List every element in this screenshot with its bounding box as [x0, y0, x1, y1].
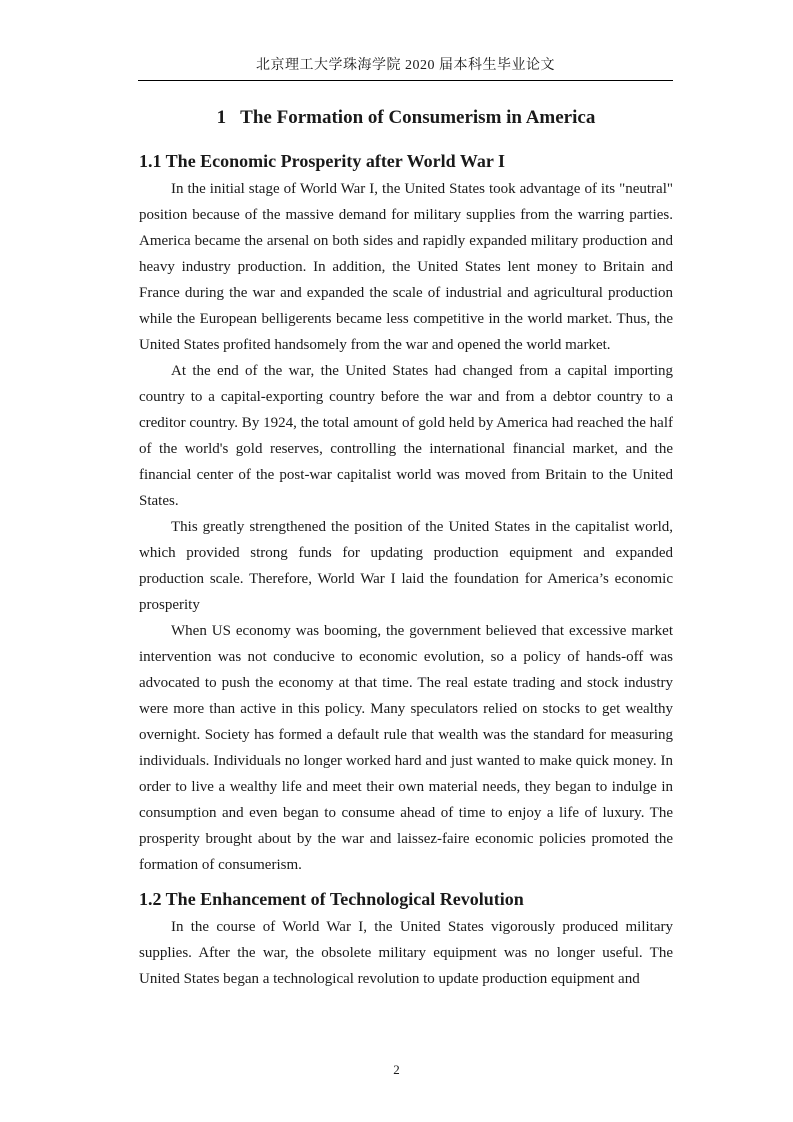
- chapter-number: 1: [216, 107, 227, 128]
- paragraph: In the initial stage of World War I, the United States took advantage of its "neutral" position because of the massive demand for military supplies from the warring parties. America became the arsenal on both sides and rapidly expanded military production and heavy industry production. In addition, the United States lent money to Britain and France during the war and expanded the scale of industrial and agricultural production while the European belligerents became less competitive in the world market. Thus, the United States profited handsomely from the war and opened the world market.: [139, 181, 673, 353]
- running-header: 北京理工大学珠海学院 2020 届本科生毕业论文: [256, 58, 555, 73]
- page-number: 2: [393, 1062, 400, 1077]
- paragraph: This greatly strengthened the position of the United States in the capitalist world, which provided strong funds for updating production equipment and expanded production scale. Therefore, World War I laid the foundation for America’s economic prosperity: [139, 519, 673, 613]
- page-body: [139, 102, 673, 992]
- paragraph: In the course of World War I, the United States vigorously produced military supplies. After the war, the obsolete military equipment was no longer useful. The United States began a technological revolution to update production equipment and: [139, 919, 673, 987]
- chapter-title: [139, 102, 673, 136]
- section-title: 1.1 The Economic Prosperity after World War I: [139, 151, 505, 171]
- paragraph: At the end of the war, the United States had changed from a capital importing country to a capital-exporting country before the war and from a debtor country to a creditor country. By 1924, the total amount of gold held by America had reached the half of the world's gold reserves, controlling the international financial market, and the financial center of the post-war capitalist world was moved from Britain to the United States.: [139, 363, 673, 509]
- chapter-title-text: The Formation of Consumerism in America: [240, 107, 596, 128]
- paragraph: When US economy was booming, the government believed that excessive market intervention was not conducive to economic evolution, so a policy of hands-off was advocated to push the economy at that time. The real estate trading and stock industry were more than active in this policy. Many speculators relied on stocks to get wealthy overnight. Society has formed a default rule that wealth was the standard for measuring individuals. Individuals no longer worked hard and just wanted to make quick money. In order to live a wealthy life and meet their own material needs, they began to indulge in consumption and even began to consume ahead of time to enjoy a life of luxury. The prosperity brought about by the war and laissez-faire economic policies promoted the formation of consumerism.: [139, 623, 673, 873]
- section-title: 1.2 The Enhancement of Technological Revolution: [139, 889, 524, 909]
- section-1-1: [139, 146, 673, 878]
- header-rule: [138, 80, 673, 81]
- section-1-2: [139, 884, 673, 992]
